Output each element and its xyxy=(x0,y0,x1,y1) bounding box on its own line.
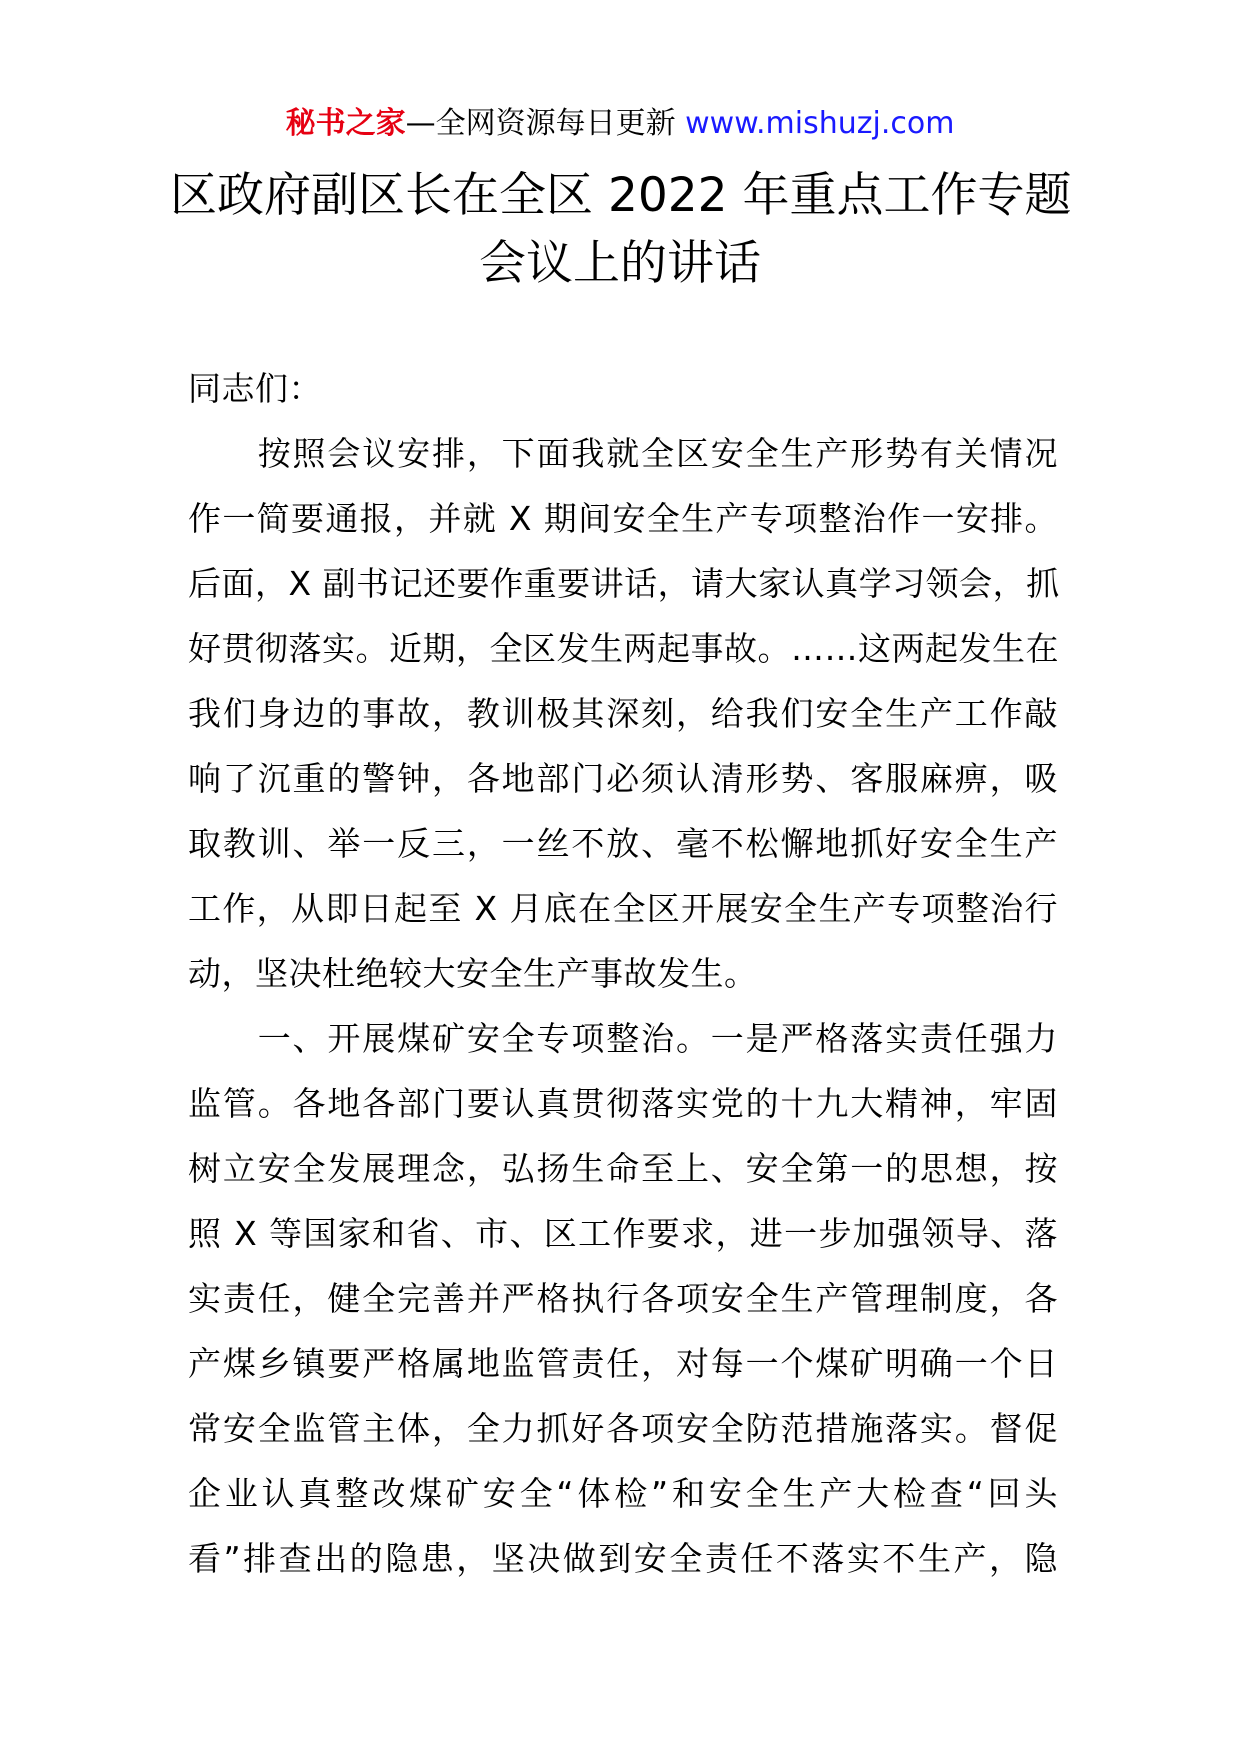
paragraph-line: 产煤乡镇要严格属地监管责任，对每一个煤矿明确一个日 xyxy=(188,1344,1058,1383)
paragraph-line: 好贯彻落实。近期，全区发生两起事故。……这两起发生在 xyxy=(188,629,1059,668)
document-title xyxy=(170,162,1070,298)
paragraph-1 xyxy=(188,421,1058,1006)
brand-name: 秘书之家 xyxy=(285,106,406,141)
paragraph-line: 常安全监管主体，全力抓好各项安全防范措施落实。督促 xyxy=(188,1409,1058,1448)
paragraph-line: 我们身边的事故，教训极其深刻，给我们安全生产工作敲 xyxy=(188,694,1058,733)
site-header xyxy=(0,102,1240,146)
paragraph-2 xyxy=(188,1006,1058,1591)
paragraph-line: 动，坚决杜绝较大安全生产事故发生。 xyxy=(188,954,758,993)
title-line-2: 会议上的讲话 xyxy=(479,236,761,291)
header-tagline: —全网资源每日更新 xyxy=(405,106,686,141)
paragraph-line: 树立安全发展理念，弘扬生命至上、安全第一的思想，按 xyxy=(188,1149,1058,1188)
salutation: 同志们： xyxy=(188,369,322,408)
document-body xyxy=(188,356,1058,1591)
paragraph-line: 作一简要通报，并就 X 期间安全生产专项整治作一安排。 xyxy=(188,499,1058,538)
paragraph-line: 监管。各地各部门要认真贯彻落实党的十九大精神，牢固 xyxy=(188,1084,1058,1123)
paragraph-line: 实责任，健全完善并严格执行各项安全生产管理制度，各 xyxy=(188,1279,1058,1318)
paragraph-line: 看”排查出的隐患，坚决做到安全责任不落实不生产，隐 xyxy=(188,1539,1058,1578)
paragraph-line: 按照会议安排，下面我就全区安全生产形势有关情况 xyxy=(188,434,1058,473)
title-line-1: 区政府副区长在全区 2022 年重点工作专题 xyxy=(170,168,1072,223)
paragraph-line: 响了沉重的警钟，各地部门必须认清形势、客服麻痹，吸 xyxy=(188,759,1058,798)
paragraph-line: 工作，从即日起至 X 月底在全区开展安全生产专项整治行 xyxy=(188,889,1058,928)
paragraph-line: 一、开展煤矿安全专项整治。一是严格落实责任强力 xyxy=(188,1019,1058,1058)
paragraph-line: 企业认真整改煤矿安全“体检”和安全生产大检查“回头 xyxy=(188,1474,1058,1513)
paragraph-line: 取教训、举一反三，一丝不放、毫不松懈地抓好安全生产 xyxy=(188,824,1058,863)
paragraph-line: 后面，X 副书记还要作重要讲话，请大家认真学习领会，抓 xyxy=(188,564,1060,603)
paragraph-line: 照 X 等国家和省、市、区工作要求，进一步加强领导、落 xyxy=(188,1214,1058,1253)
site-url-link[interactable]: www.mishuzj.com xyxy=(685,106,955,141)
